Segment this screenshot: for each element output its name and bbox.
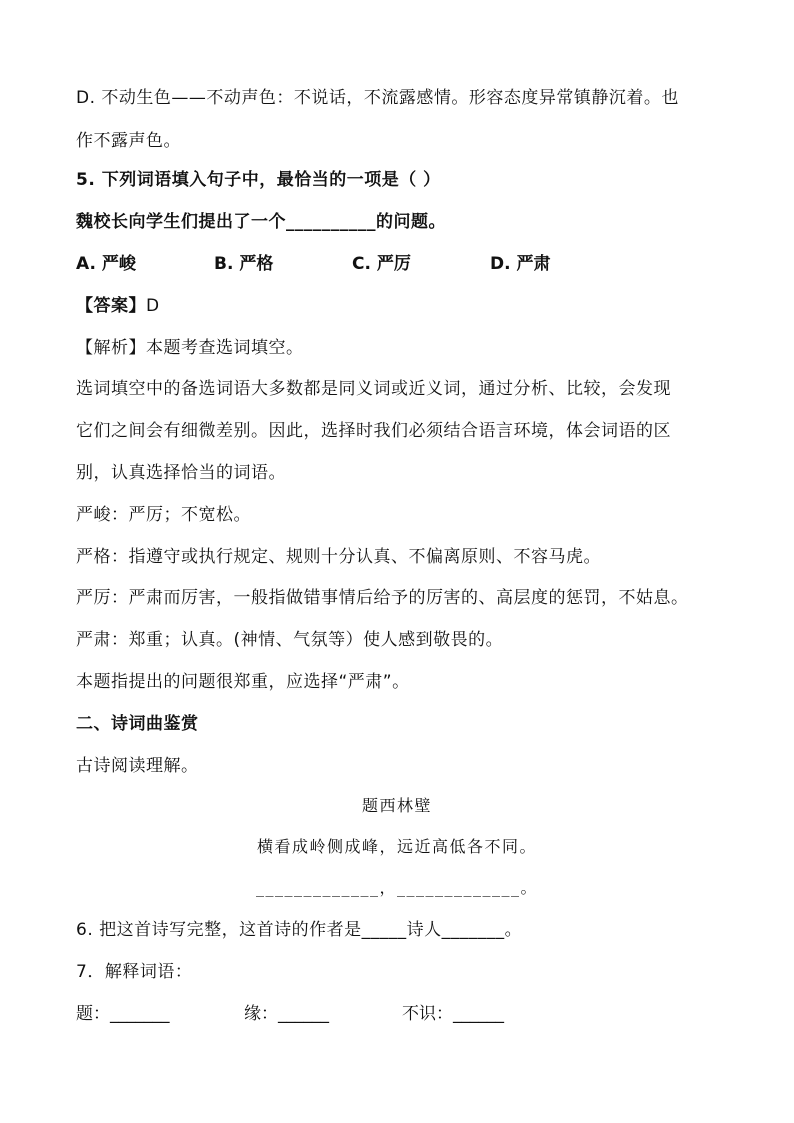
q5-explain-line1: 选词填空中的备选词语大多数都是同义词或近义词，通过分析、比较，会发现	[76, 379, 671, 399]
q5-sentence: 魏校长向学生们提出了一个__________的问题。	[76, 212, 446, 232]
q6: 6. 把这首诗写完整，这首诗的作者是_____诗人_______。	[76, 920, 523, 940]
q4-option-d-line2: 作不露声色。	[76, 131, 181, 151]
q5-option-a: A. 严峻	[76, 254, 136, 274]
q5-explain-line3: 别，认真选择恰当的词语。	[76, 463, 286, 483]
poem-title: 题西林壁	[361, 796, 432, 815]
q5-option-d: D. 严肃	[490, 254, 551, 274]
q5-option-c: C. 严厉	[352, 254, 411, 274]
q5-answer	[76, 294, 160, 318]
q5-explain-line2: 它们之间会有细微差别。因此，选择时我们必须结合语言环境，体会词语的区	[76, 421, 671, 441]
q7-item-ti: 题：_______	[76, 1004, 170, 1024]
q5-def-yange: 严格：指遵守或执行规定、规则十分认真、不偏离原则、不容马虎。	[76, 547, 601, 567]
q5-def-yansu: 严肃：郑重；认真。(神情、气氛等）使人感到敬畏的。	[76, 630, 504, 650]
q4-option-d-line1: D. 不动生色——不动声色：不说话，不流露感情。形容态度异常镇静沉着。也	[76, 88, 679, 108]
q5-def-yanjun: 严峻：严厉；不宽松。	[76, 505, 251, 525]
answer-value: D	[146, 296, 160, 316]
q7-item-bushi: 不识：______	[402, 1004, 504, 1024]
section2-heading: 二、诗词曲鉴赏	[76, 714, 199, 734]
q7-prompt: 7．解释词语：	[76, 962, 193, 982]
q5-prompt: 5. 下列词语填入句子中，最恰当的一项是（ ）	[76, 170, 441, 190]
poem-blank-line: _____________，_____________。	[255, 878, 538, 897]
q5-option-b: B. 严格	[214, 254, 274, 274]
answer-label: 【答案】	[76, 296, 146, 316]
q7-item-yuan: 缘：______	[244, 1004, 329, 1024]
q5-analysis: 【解析】本题考查选词填空。	[76, 338, 304, 358]
poem-line1: 横看成岭侧成峰，远近高低各不同。	[256, 837, 537, 856]
q5-conclusion: 本题指提出的问题很郑重，应选择“严肃”。	[76, 672, 410, 692]
section2-intro: 古诗阅读理解。	[76, 756, 199, 776]
q5-def-yanli: 严厉：严肃而厉害，一般指做错事情后给予的厉害的、高层度的惩罚，不姑息。	[76, 588, 689, 608]
